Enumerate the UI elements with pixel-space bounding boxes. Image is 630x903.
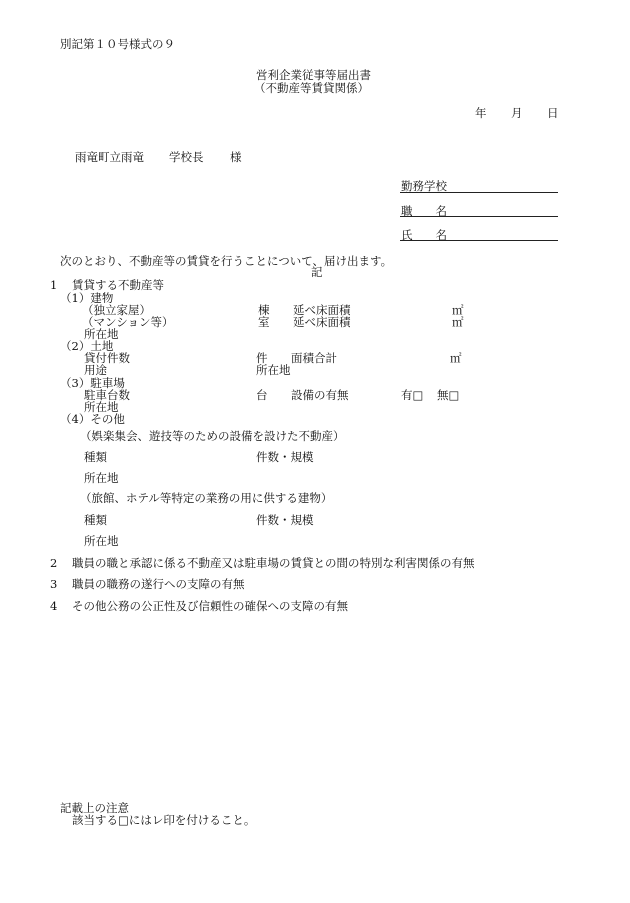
land-label: （2）土地	[60, 339, 114, 353]
land-location-label: 所在地	[256, 363, 291, 377]
building-location-label: 所在地	[84, 327, 119, 341]
form-id: 別記第１０号様式の９	[60, 37, 175, 51]
land-m2-unit: ㎡	[450, 351, 462, 365]
notes-text: 該当する□にはレ印を付けること。	[72, 813, 256, 827]
detached-house-label: （独立家屋）	[82, 303, 151, 317]
parking-count-unit: 台	[256, 388, 268, 402]
section2-text: 職員の職と承認に係る不動産又は駐車場の賃貸との間の特別な利害関係の有無	[72, 556, 475, 570]
work-school-field[interactable]	[400, 192, 558, 193]
position-label: 職 名	[401, 204, 447, 218]
hotel-note: （旅館、ホテル等特定の業務の用に供する建物）	[80, 491, 333, 505]
other-type-label-2: 種類	[84, 513, 107, 527]
intro-text: 次のとおり、不動産等の賃貸を行うことについて、届け出ます。	[60, 254, 393, 268]
addressee-school: 雨竜町立雨竜	[75, 150, 144, 164]
name-label: 氏 名	[401, 228, 447, 242]
work-school-label: 勤務学校	[401, 179, 447, 193]
parking-facility-label: 設備の有無	[291, 388, 349, 402]
section2-number: 2	[50, 556, 58, 570]
parking-count-label: 駐車台数	[84, 388, 130, 402]
date-day-label: 日	[547, 106, 559, 120]
facility-no-checkbox[interactable]: 無□	[437, 388, 460, 402]
entertainment-note: （娯楽集会、遊技等のための設備を設けた不動産）	[80, 429, 345, 443]
section3-number: 3	[50, 577, 58, 591]
other-count-scale-label-1: 件数・規模	[256, 450, 314, 464]
section1-number: 1	[50, 278, 58, 292]
notes-heading: 記載上の注意	[60, 801, 129, 815]
detached-unit: 棟	[258, 303, 270, 317]
date-year-label: 年	[475, 106, 487, 120]
position-field[interactable]	[400, 216, 558, 217]
land-area-total-label: 面積合計	[291, 351, 337, 365]
date-month-label: 月	[511, 106, 523, 120]
other-count-scale-label-2: 件数・規模	[256, 513, 314, 527]
addressee-honorific: 様	[230, 150, 242, 164]
name-field[interactable]	[400, 240, 558, 241]
document-subtitle: （不動産等賃貸関係）	[254, 81, 369, 95]
mansion-m2-unit: ㎡	[452, 315, 464, 329]
mansion-floor-area-label: 延べ床面積	[293, 315, 351, 329]
land-count-unit: 件	[256, 351, 268, 365]
document-title: 営利企業従事等届出書	[256, 68, 371, 82]
section3-text: 職員の職務の遂行への支障の有無	[72, 577, 245, 591]
parking-location-label: 所在地	[84, 400, 119, 414]
section1-title: 賃貸する不動産等	[72, 278, 164, 292]
detached-floor-area-label: 延べ床面積	[293, 303, 351, 317]
mansion-unit: 室	[258, 315, 270, 329]
section4-number: 4	[50, 599, 58, 613]
building-label: （1）建物	[60, 291, 114, 305]
land-use-label: 用途	[84, 363, 107, 377]
land-count-label: 貸付件数	[84, 351, 130, 365]
mansion-label: （マンション等）	[82, 315, 174, 329]
ki-mark: 記	[311, 265, 323, 279]
other-location-label-1: 所在地	[84, 471, 119, 485]
detached-m2-unit: ㎡	[452, 303, 464, 317]
other-label: （4）その他	[60, 412, 125, 426]
other-type-label-1: 種類	[84, 450, 107, 464]
section4-text: その他公務の公正性及び信頼性の確保への支障の有無	[72, 599, 348, 613]
facility-yes-checkbox[interactable]: 有□	[401, 388, 424, 402]
other-location-label-2: 所在地	[84, 534, 119, 548]
addressee-title: 学校長	[169, 150, 204, 164]
parking-label: （3）駐車場	[60, 376, 125, 390]
